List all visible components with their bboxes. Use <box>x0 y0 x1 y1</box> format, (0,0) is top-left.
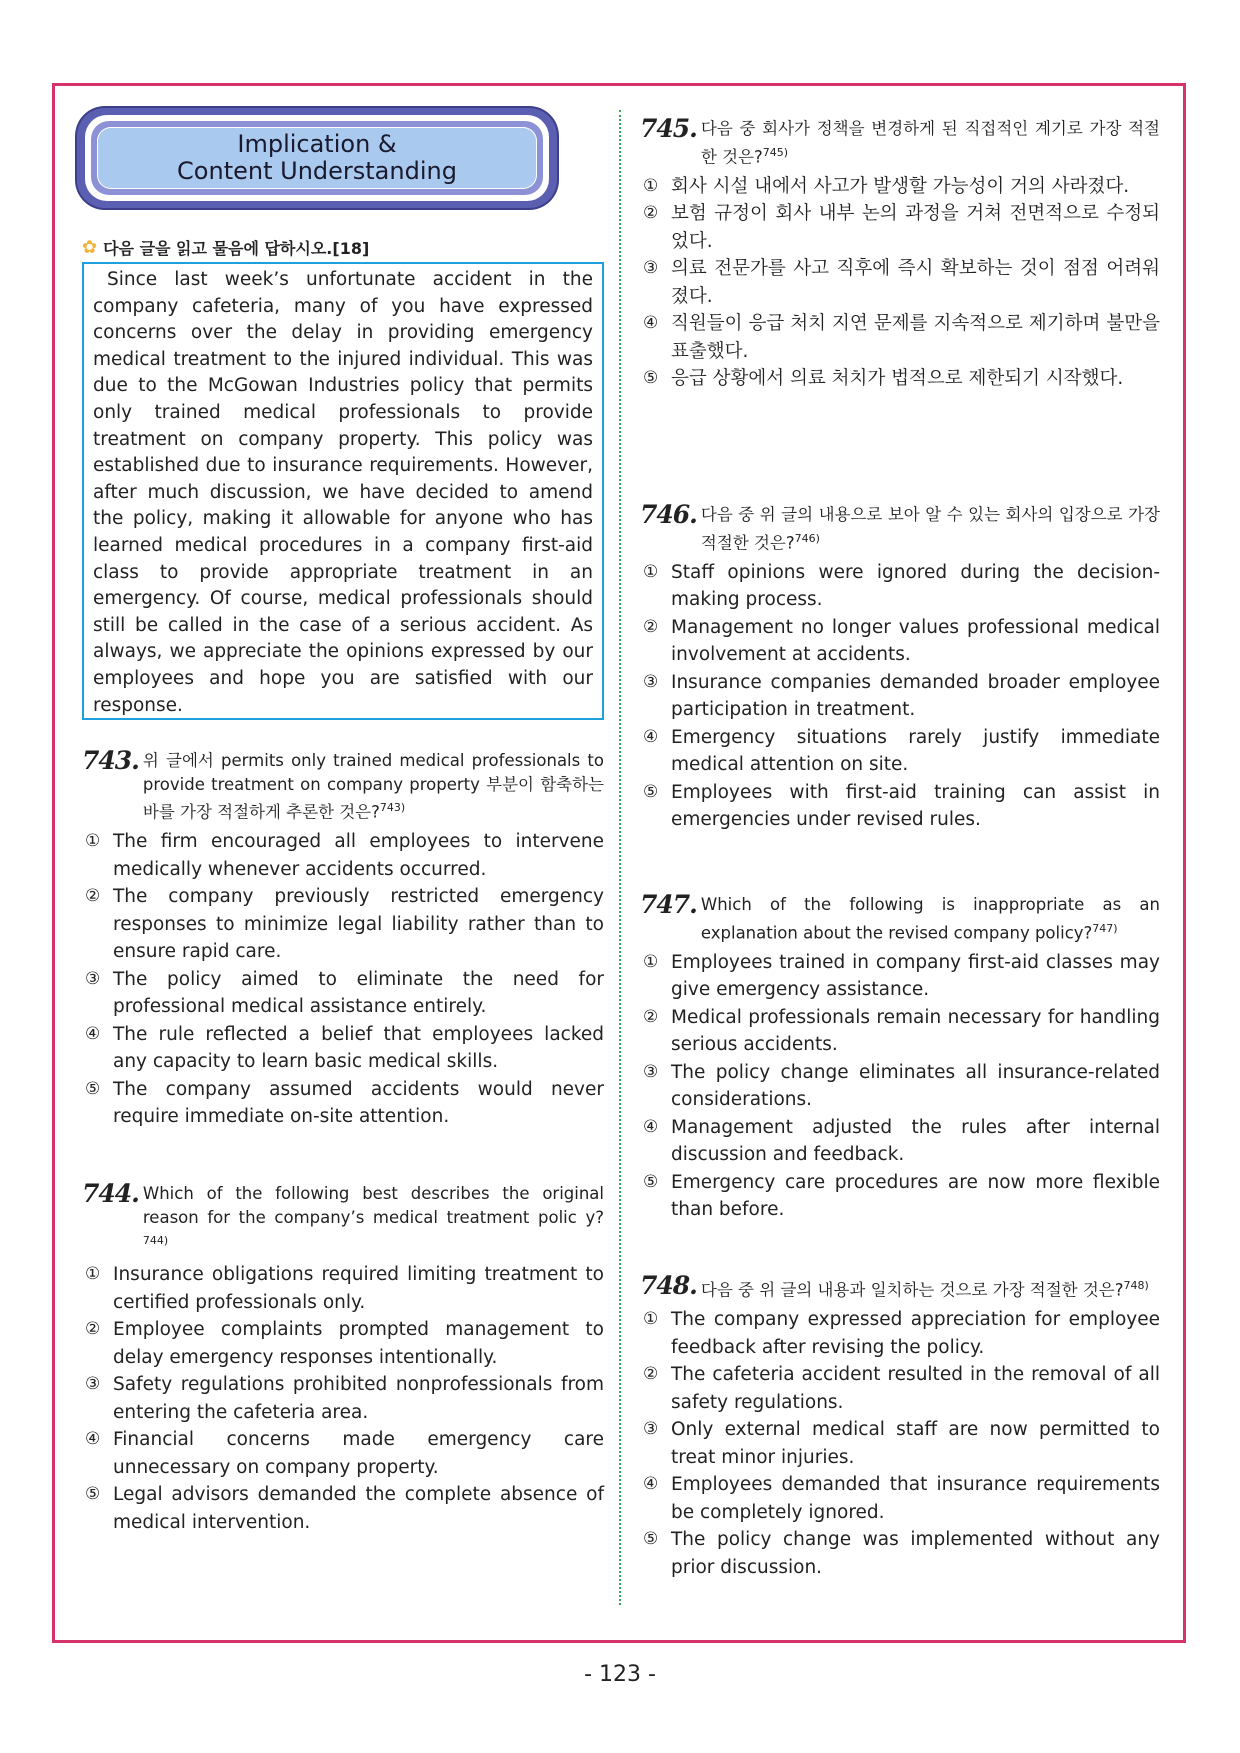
option-5[interactable]: ⑤ Legal advisors demanded the complete absence of medical intervention. <box>85 1484 604 1533</box>
option-2[interactable]: ② The company previously restricted emergency responses to minimize legal liability rather than to ensure rapid care. <box>85 886 604 962</box>
question-number: 747. <box>640 890 697 919</box>
option-1[interactable]: ① Insurance obligations required limiting treatment to certified professionals only. <box>85 1264 604 1313</box>
question-number: 745. <box>640 114 697 143</box>
option-3[interactable]: ③ Safety regulations prohibited nonprofessionals from entering the cafeteria area. <box>85 1374 604 1423</box>
question-number: 748. <box>640 1271 697 1300</box>
option-4[interactable]: ④ Employees demanded that insurance requirements be completely ignored. <box>643 1474 1160 1523</box>
option-3[interactable]: ③ Insurance companies demanded broader employee participation in treatment. <box>643 671 1160 720</box>
question-number: 746. <box>640 500 697 529</box>
option-1[interactable]: ① 회사 시설 내에서 사고가 발생할 가능성이 거의 사라졌다. <box>643 175 1130 197</box>
question-746 <box>640 500 1160 834</box>
option-5[interactable]: ⑤ The policy change was implemented without any prior discussion. <box>643 1529 1160 1578</box>
question-text: 다음 중 회사가 정책을 변경하게 된 직접적인 계기로 가장 적절한 것은?$^{745)}$ <box>700 119 1160 166</box>
question-number: 743. <box>82 746 139 775</box>
option-1[interactable]: ① The company expressed appreciation for employee feedback after revising the policy. <box>643 1309 1160 1358</box>
option-1[interactable]: ① Staff opinions were ignored during the decision-making process. <box>643 561 1160 610</box>
question-747 <box>640 890 1160 1224</box>
question-748 <box>640 1271 1160 1581</box>
instruction <box>82 236 369 259</box>
question-text: 다음 중 위 글의 내용으로 보아 알 수 있는 회사의 입장으로 가장 적절한 것은?$^{746)}$ <box>700 505 1160 552</box>
option-2[interactable]: ② Employee complaints prompted management to delay emergency responses intentionally. <box>85 1319 604 1368</box>
option-4[interactable]: ④ The rule reflected a belief that employees lacked any capacity to learn basic medical skills. <box>85 1023 604 1072</box>
option-2[interactable]: ② Medical professionals remain necessary for handling serious accidents. <box>643 1006 1160 1055</box>
flower-icon: ✿ <box>82 237 98 258</box>
column-divider <box>619 110 621 1605</box>
option-2[interactable]: ② Management no longer values professional medical involvement at accidents. <box>643 616 1160 665</box>
question-number: 744. <box>82 1179 139 1208</box>
option-5[interactable]: ⑤ Emergency care procedures are now more flexible than before. <box>643 1171 1160 1220</box>
option-1[interactable]: ① The firm encouraged all employees to intervene medically whenever accidents occurred. <box>85 831 604 880</box>
question-text: Which of the following is inappropriate as an explanation about the revised company policy?$^{747)}$ <box>700 895 1160 942</box>
page-number: - 123 - <box>584 1662 656 1687</box>
option-5[interactable]: ⑤ The company assumed accidents would never require immediate on-site attention. <box>85 1078 604 1127</box>
section-banner <box>77 108 557 208</box>
reading-passage: Since last week’s unfortunate accident in the company cafeteria, many of you have expressed concerns over the delay in providing emergency medical treatment to the injured individual. This was due to the McGowan Industries policy that permits only trained medical professionals to provide treatment on company property. This policy was established due to insurance requirements. However, after much discussion, we have decided to amend the policy, making it allowable for anyone who has learned medical procedures in a company first-aid class to provide appropriate treatment in an emergency. Of course, medical professionals should still be called in the case of a serious accident. As always, we appreciate the opinions expressed by our employees and hope you are satisfied with our response. <box>82 262 604 720</box>
option-3[interactable]: ③ The policy aimed to eliminate the need for professional medical assistance entirely. <box>85 968 604 1017</box>
option-3[interactable]: ③ 의료 전문가를 사고 직후에 즉시 확보하는 것이 점점 어려워졌다. <box>643 258 1160 307</box>
option-5[interactable]: ⑤ Employees with first-aid training can assist in emergencies under revised rules. <box>643 781 1160 830</box>
question-744 <box>82 1179 604 1536</box>
option-4[interactable]: ④ Financial concerns made emergency care unnecessary on company property. <box>85 1429 604 1478</box>
question-text: 위 글에서 permits only trained medical professionals to provide treatment on company property 부분이 함축하는 바를 가장 적절하게 추론한 것은?$^{743)}$ <box>142 751 604 822</box>
option-2[interactable]: ② The cafeteria accident resulted in the removal of all safety regulations. <box>643 1364 1160 1413</box>
question-text: 다음 중 위 글의 내용과 일치하는 것으로 가장 적절한 것은?$^{748)}$ <box>700 1279 1149 1300</box>
banner-title-line1: Implication & <box>237 130 397 158</box>
option-5[interactable]: ⑤ 응급 상황에서 의료 처치가 법적으로 제한되기 시작했다. <box>643 368 1124 389</box>
option-2[interactable]: ② 보험 규정이 회사 내부 논의 과정을 거쳐 전면적으로 수정되었다. <box>643 203 1160 252</box>
instruction-text: 다음 글을 읽고 물음에 답하시오.[18] <box>103 239 370 258</box>
option-1[interactable]: ① Employees trained in company first-aid classes may give emergency assistance. <box>643 951 1160 1000</box>
option-4[interactable]: ④ 직원들이 응급 처치 지연 문제를 지속적으로 제기하며 불만을 표출했다. <box>643 313 1160 362</box>
option-3[interactable]: ③ Only external medical staff are now permitted to treat minor injuries. <box>643 1419 1160 1468</box>
option-4[interactable]: ④ Emergency situations rarely justify immediate medical attention on site. <box>643 726 1160 775</box>
banner-title <box>97 127 537 189</box>
option-4[interactable]: ④ Management adjusted the rules after internal discussion and feedback. <box>643 1116 1160 1165</box>
question-743 <box>82 746 604 1131</box>
banner-title-line2: Content Understanding <box>177 157 457 185</box>
question-745 <box>640 114 1160 393</box>
question-text: Which of the following best describes the original reason for the company’s medical treatment polic y?$^{744)}$ <box>142 1184 604 1247</box>
option-3[interactable]: ③ The policy change eliminates all insurance-related considerations. <box>643 1061 1160 1110</box>
